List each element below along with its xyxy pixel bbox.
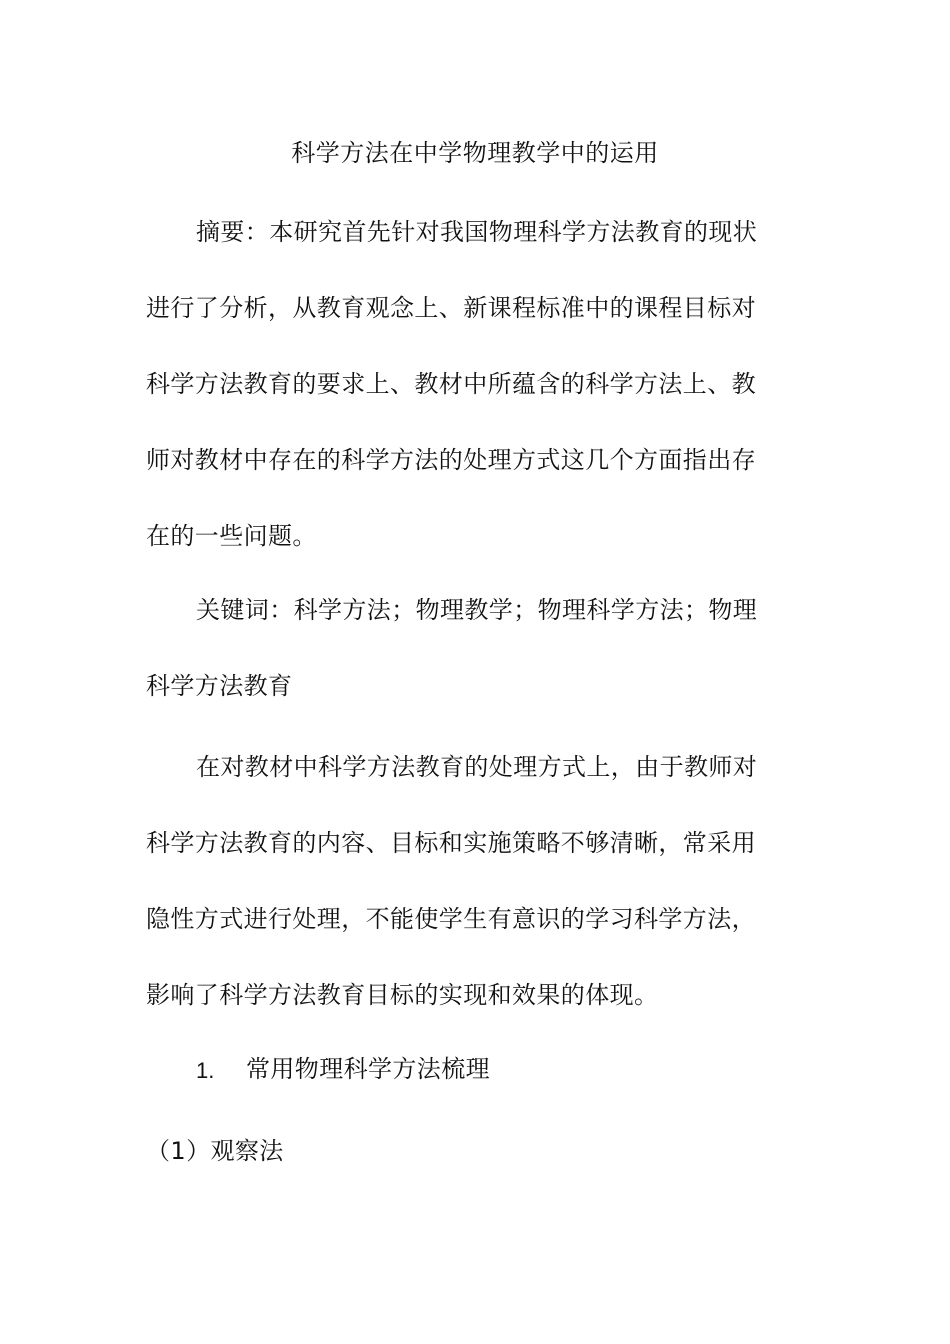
abstract-paragraph	[146, 194, 806, 574]
keywords-line: 关键词：科学方法；物理教学；物理科学方法；物理	[196, 596, 758, 624]
body-line: 影响了科学方法教育目标的实现和效果的体现。	[146, 981, 659, 1009]
section-number: 1.	[196, 1058, 215, 1083]
subsection-heading: （1）观察法	[146, 1137, 284, 1165]
keywords-line: 科学方法教育	[146, 672, 293, 700]
abstract-line: 在的一些问题。	[146, 522, 317, 550]
abstract-line: 进行了分析，从教育观念上、新课程标准中的课程目标对	[146, 294, 756, 322]
body-line: 隐性方式进行处理，不能使学生有意识的学习科学方法，	[146, 905, 756, 933]
abstract-line: 摘要：本研究首先针对我国物理科学方法教育的现状	[196, 218, 758, 246]
keywords-paragraph	[146, 572, 806, 724]
abstract-line: 科学方法教育的要求上、教材中所蕴含的科学方法上、教	[146, 370, 756, 398]
abstract-line: 师对教材中存在的科学方法的处理方式这几个方面指出存	[146, 446, 756, 474]
section-heading: 常用物理科学方法梳理	[246, 1055, 490, 1083]
document-title: 科学方法在中学物理教学中的运用	[291, 139, 659, 167]
body-line: 在对教材中科学方法教育的处理方式上，由于教师对	[196, 753, 758, 781]
body-line: 科学方法教育的内容、目标和实施策略不够清晰，常采用	[146, 829, 756, 857]
body-paragraph	[146, 729, 806, 1033]
